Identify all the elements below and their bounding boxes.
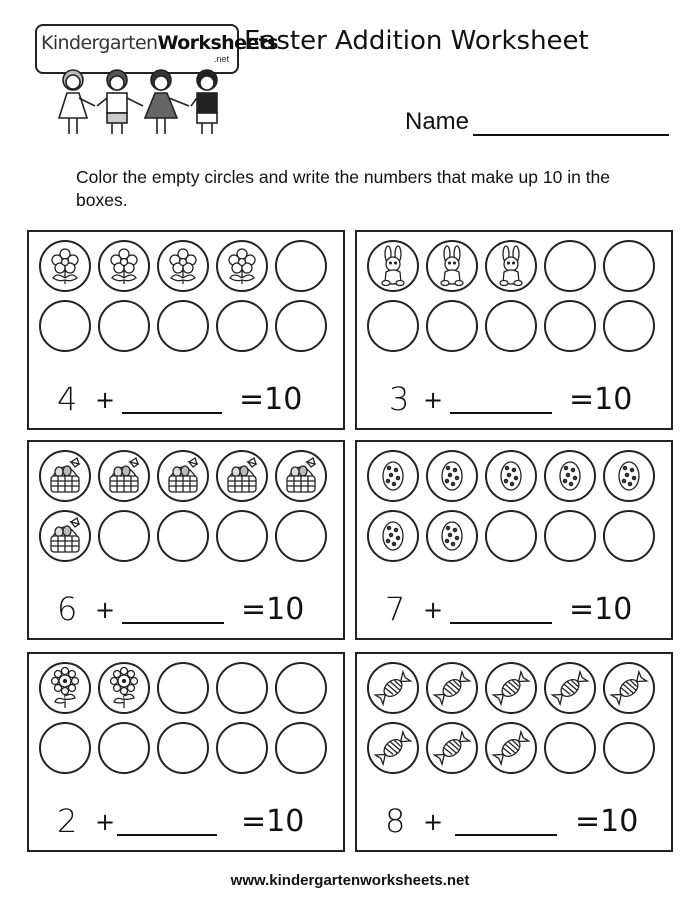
bunny-icon bbox=[428, 242, 476, 290]
empty-circle[interactable] bbox=[157, 300, 209, 352]
filled-circle bbox=[98, 450, 150, 502]
empty-circle[interactable] bbox=[216, 300, 268, 352]
empty-circle[interactable] bbox=[157, 510, 209, 562]
circle-grid bbox=[367, 662, 661, 780]
candy-icon bbox=[546, 664, 594, 712]
equation bbox=[29, 592, 343, 632]
empty-circle[interactable] bbox=[275, 722, 327, 774]
equals-ten: =10 bbox=[569, 592, 633, 627]
exercise-panel bbox=[27, 440, 345, 640]
empty-circle[interactable] bbox=[603, 510, 655, 562]
empty-circle[interactable] bbox=[39, 722, 91, 774]
equation bbox=[357, 804, 671, 844]
filled-circle bbox=[157, 450, 209, 502]
exercise-panel bbox=[355, 230, 673, 430]
empty-circle[interactable] bbox=[544, 300, 596, 352]
egg-icon bbox=[369, 452, 417, 500]
plus-sign: + bbox=[95, 808, 116, 836]
equals-ten: =10 bbox=[575, 804, 639, 839]
plus-sign: + bbox=[423, 386, 444, 414]
empty-circle[interactable] bbox=[157, 722, 209, 774]
filled-circle bbox=[98, 662, 150, 714]
addend: 8 bbox=[385, 802, 406, 840]
flower-icon bbox=[159, 242, 207, 290]
addend: 6 bbox=[57, 590, 78, 628]
exercise-panel bbox=[355, 440, 673, 640]
exercise-panel bbox=[27, 230, 345, 430]
page-title: Easter Addition Worksheet bbox=[244, 26, 589, 56]
plus-sign: + bbox=[423, 808, 444, 836]
filled-circle bbox=[367, 510, 419, 562]
empty-circle[interactable] bbox=[39, 300, 91, 352]
filled-circle bbox=[485, 722, 537, 774]
candy-icon bbox=[369, 724, 417, 772]
filled-circle bbox=[426, 722, 478, 774]
logo-net: .net bbox=[213, 54, 229, 64]
empty-circle[interactable] bbox=[485, 510, 537, 562]
equals-ten: =10 bbox=[569, 382, 633, 417]
empty-circle[interactable] bbox=[275, 240, 327, 292]
empty-circle[interactable] bbox=[216, 662, 268, 714]
sunflower-icon bbox=[41, 664, 89, 712]
bunny-icon bbox=[369, 242, 417, 290]
filled-circle bbox=[367, 240, 419, 292]
instructions: Color the empty circles and write the numbers that make up 10 in the boxes. bbox=[76, 167, 611, 210]
filled-circle bbox=[485, 240, 537, 292]
filled-circle bbox=[39, 450, 91, 502]
bunny-icon bbox=[487, 242, 535, 290]
egg-icon bbox=[428, 452, 476, 500]
empty-circle[interactable] bbox=[98, 300, 150, 352]
basket-icon bbox=[218, 452, 266, 500]
plus-sign: + bbox=[95, 386, 116, 414]
empty-circle[interactable] bbox=[216, 510, 268, 562]
candy-icon bbox=[487, 664, 535, 712]
answer-blank[interactable] bbox=[450, 412, 552, 414]
empty-circle[interactable] bbox=[426, 300, 478, 352]
filled-circle bbox=[39, 510, 91, 562]
basket-icon bbox=[159, 452, 207, 500]
filled-circle bbox=[98, 240, 150, 292]
circle-grid bbox=[39, 450, 333, 568]
footer-url: www.kindergartenworksheets.net bbox=[230, 872, 470, 889]
equation bbox=[29, 804, 343, 844]
equation bbox=[357, 382, 671, 422]
flower-icon bbox=[100, 242, 148, 290]
basket-icon bbox=[41, 452, 89, 500]
basket-icon bbox=[100, 452, 148, 500]
filled-circle bbox=[426, 450, 478, 502]
equation bbox=[29, 382, 343, 422]
filled-circle bbox=[603, 450, 655, 502]
empty-circle[interactable] bbox=[544, 722, 596, 774]
empty-circle[interactable] bbox=[603, 240, 655, 292]
filled-circle bbox=[39, 662, 91, 714]
filled-circle bbox=[426, 510, 478, 562]
circle-grid bbox=[39, 662, 333, 780]
filled-circle bbox=[544, 662, 596, 714]
logo-text: KindergartenWorksheets bbox=[41, 32, 278, 54]
candy-icon bbox=[369, 664, 417, 712]
filled-circle bbox=[485, 662, 537, 714]
empty-circle[interactable] bbox=[367, 300, 419, 352]
filled-circle bbox=[216, 450, 268, 502]
plus-sign: + bbox=[95, 596, 116, 624]
filled-circle bbox=[544, 450, 596, 502]
empty-circle[interactable] bbox=[98, 722, 150, 774]
circle-grid bbox=[39, 240, 333, 358]
answer-blank[interactable] bbox=[122, 412, 222, 414]
answer-blank[interactable] bbox=[117, 834, 217, 836]
filled-circle bbox=[367, 662, 419, 714]
basket-icon bbox=[277, 452, 325, 500]
empty-circle[interactable] bbox=[275, 662, 327, 714]
empty-circle[interactable] bbox=[544, 510, 596, 562]
filled-circle bbox=[485, 450, 537, 502]
filled-circle bbox=[367, 450, 419, 502]
candy-icon bbox=[487, 724, 535, 772]
empty-circle[interactable] bbox=[485, 300, 537, 352]
addend: 3 bbox=[389, 380, 410, 418]
candy-icon bbox=[605, 664, 653, 712]
candy-icon bbox=[428, 724, 476, 772]
addend: 7 bbox=[385, 590, 406, 628]
equals-ten: =10 bbox=[239, 382, 303, 417]
filled-circle bbox=[39, 240, 91, 292]
equals-ten: =10 bbox=[241, 804, 305, 839]
addend: 4 bbox=[57, 380, 78, 418]
empty-circle[interactable] bbox=[157, 662, 209, 714]
answer-blank[interactable] bbox=[122, 622, 224, 624]
name-blank-line[interactable] bbox=[473, 112, 669, 136]
name-field[interactable] bbox=[405, 108, 669, 136]
equation bbox=[357, 592, 671, 632]
empty-circle[interactable] bbox=[275, 510, 327, 562]
filled-circle bbox=[426, 240, 478, 292]
answer-blank[interactable] bbox=[455, 834, 557, 836]
sunflower-icon bbox=[100, 664, 148, 712]
logo bbox=[35, 14, 278, 136]
empty-circle[interactable] bbox=[275, 300, 327, 352]
empty-circle[interactable] bbox=[544, 240, 596, 292]
circle-grid bbox=[367, 450, 661, 568]
egg-icon bbox=[605, 452, 653, 500]
name-label: Name bbox=[405, 108, 470, 135]
filled-circle bbox=[275, 450, 327, 502]
answer-blank[interactable] bbox=[450, 622, 552, 624]
plus-sign: + bbox=[423, 596, 444, 624]
kids-illustration-icon bbox=[43, 68, 233, 138]
empty-circle[interactable] bbox=[98, 510, 150, 562]
candy-icon bbox=[428, 664, 476, 712]
basket-icon bbox=[41, 512, 89, 560]
egg-icon bbox=[369, 512, 417, 560]
exercise-panel bbox=[27, 652, 345, 852]
exercise-panel bbox=[355, 652, 673, 852]
filled-circle bbox=[216, 240, 268, 292]
empty-circle[interactable] bbox=[603, 722, 655, 774]
empty-circle[interactable] bbox=[603, 300, 655, 352]
flower-icon bbox=[41, 242, 89, 290]
filled-circle bbox=[367, 722, 419, 774]
egg-icon bbox=[546, 452, 594, 500]
egg-icon bbox=[428, 512, 476, 560]
circle-grid bbox=[367, 240, 661, 358]
equals-ten: =10 bbox=[241, 592, 305, 627]
filled-circle bbox=[426, 662, 478, 714]
egg-icon bbox=[487, 452, 535, 500]
addend: 2 bbox=[57, 802, 78, 840]
filled-circle bbox=[603, 662, 655, 714]
filled-circle bbox=[157, 240, 209, 292]
flower-icon bbox=[218, 242, 266, 290]
empty-circle[interactable] bbox=[216, 722, 268, 774]
